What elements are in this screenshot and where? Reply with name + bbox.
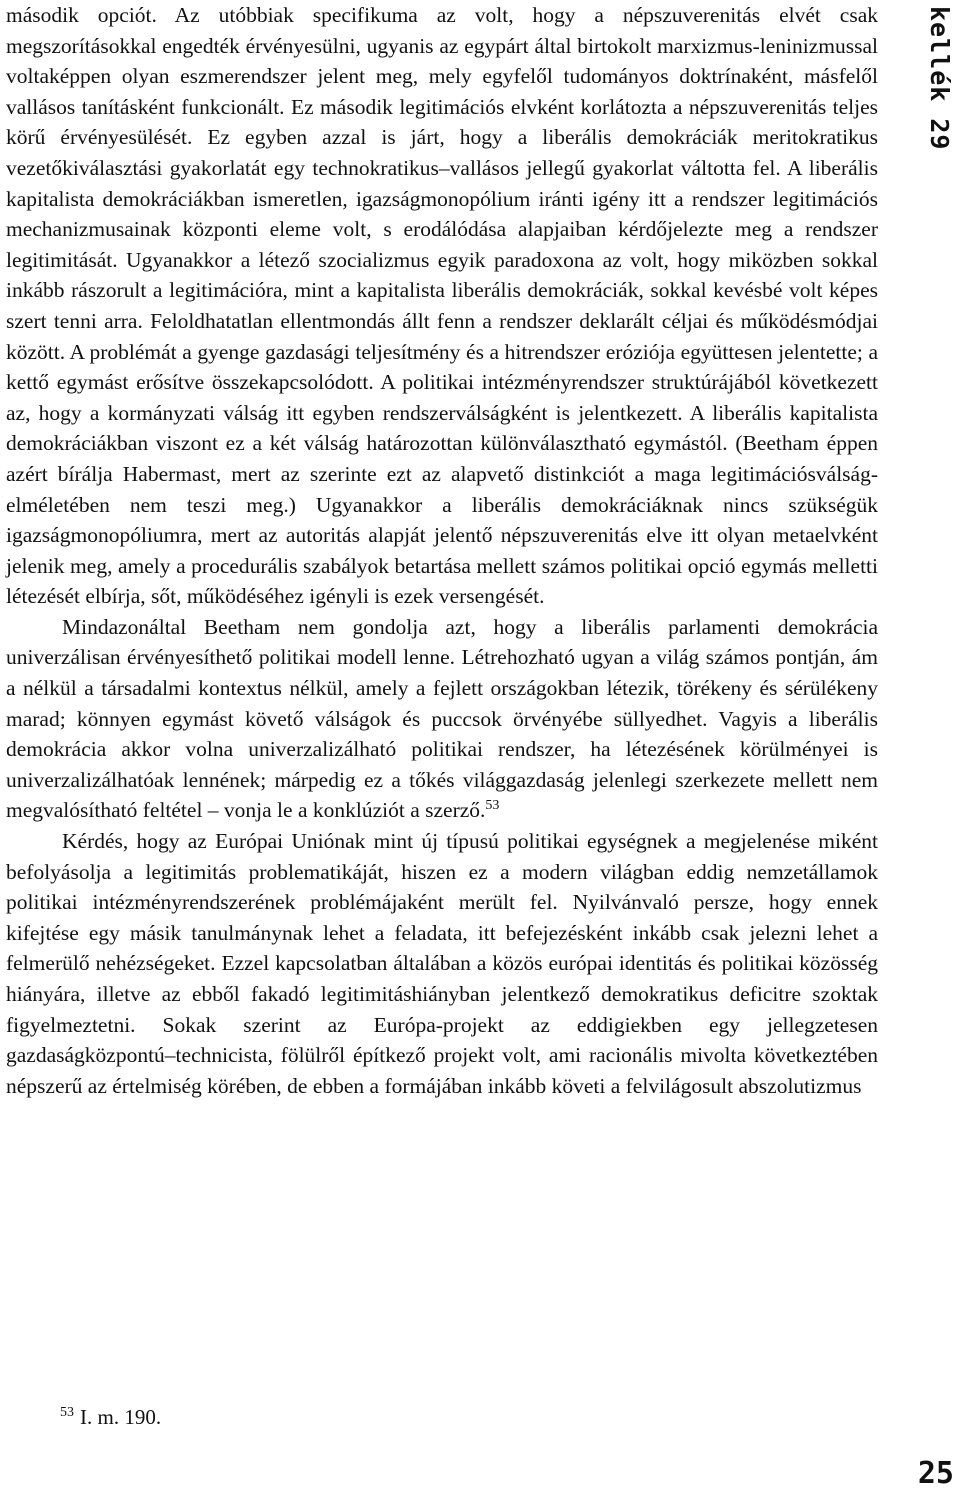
footnote [60,1398,660,1432]
page-number: 25 [917,1456,954,1491]
paragraph-2 [6,612,878,826]
paragraph-1: második opciót. Az utóbbiak specifikuma az volt, hogy a népszuverenitás elvét csak megszorításokkal engedték érvényesülni, ugyanis az egypárt által birtokolt marxizmus-leninizmussal voltaképpen olyan eszmerendszer jelent meg, mely egyfelől tudományos doktrínaként, másfelől vallásos tanításként funkcionált. Ez második legitimációs elvként korlátozta a népszuverenitás teljes körű érvényesülését. Ez egyben azzal is járt, hogy a liberális demokráciák meritokratikus vezetőkiválasztási gyakorlatát egy technokratikus–vallásos jellegű gyakorlat váltotta fel. A liberális kapitalista demokráciákban ismeretlen, igazságmonopólium iránti igény itt a rendszer legitimációs mechanizmusainak központi eleme volt, s erodálódása alapjaiban kérdőjelezte meg a rendszer legitimitását. Ugyanakkor a létező szocializmus egyik paradoxona az volt, hogy miközben sokkal inkább rászorult a legitimációra, mint a kapitalista liberális demokráciák, sokkal kevésbé volt képes szert tenni arra. Feloldhatatlan ellentmondás állt fenn a rendszer deklarált céljai és működésmódjai között. A problémát a gyenge gazdasági teljesítmény és a hitrendszer eróziója együttesen jelentette; a kettő egymást erősítve összekapcsolódott. A politikai intézményrendszer struktúrájából következett az, hogy a kormányzati válság itt egyben rendszerválságként is jelentkezett. A liberális kapitalista demokráciákban viszont ez a két válság határozottan különválasztható egymástól. (Beetham éppen azért bírálja Habermast, mert az szerinte ezt az alapvető distinkciót a maga legitimációsválság-elméletében nem teszi meg.) Ugyanakkor a liberális demokráciáknak nincs szükségük igazságmonopóliumra, mert az autoritás alapját jelentő népszuverenitás elve itt olyan metaelvként jelenik meg, amely a procedurális szabályok betartása mellett számos politikai opció egymás melletti létezését elbírja, sőt, működéséhez igényli is ezek versengését. [6,3,878,609]
body-text [6,0,878,1101]
footnote-text: I. m. 190. [80,1405,162,1429]
paragraph-2-text: Mindazonáltal Beetham nem gondolja azt, hogy a liberális parlamenti demokrácia univerzálisan érvényesíthető politikai modell lenne. Létrehozható ugyan a világ számos pontján, ám a nélkül a társadalmi kontextus nélkül, amely a fejlett országokban létezik, törékeny és sérülékeny marad; könnyen egymást követő válságok és puccsok örvényébe süllyedhet. Vagyis a liberális demokrácia akkor volna univerzalizálható politikai rendszer, ha létezésének körülményei is univerzalizálhatóak lennének; márpedig ez a tőkés világgazdaság jelenlegi szerkezete mellett nem megvalósítható feltétel – vonja le a konklúziót a szerző. [6,614,878,823]
footnote-reference[interactable]: 53 [485,798,500,814]
footnote-number: 53 [60,1405,74,1420]
running-head: kellék 29 [925,6,954,151]
paragraph-3: Kérdés, hogy az Európai Uniónak mint új típusú politikai egységnek a megjelenése miként befolyásolja a legitimitás problematikáját, hiszen ez a modern világban eddig nemzetállamok politikai intézményrendszerének problémájaként merült fel. Nyilvánvaló persze, hogy ennek kifejtése egy másik tanulmánynak lehet a feladata, itt befejezésként inkább csak jelezni lehet a felmerülő nehézségeket. Ezzel kapcsolatban általában a közös európai identitás és politikai közösség hiányára, illetve az ebből fakadó legitimitáshiányban jelentkező demokratikus deficitre szoktak figyelmeztetni. Sokak szerint az Európa-projekt az eddigiekben egy jellegzetesen gazdaságközpontú–technicista, fölülről építkező projekt volt, ami racionális mivolta következtében népszerű az értelmiség körében, de ebben a formájában inkább követi a felvilágosult abszolutizmus [6,829,878,1098]
